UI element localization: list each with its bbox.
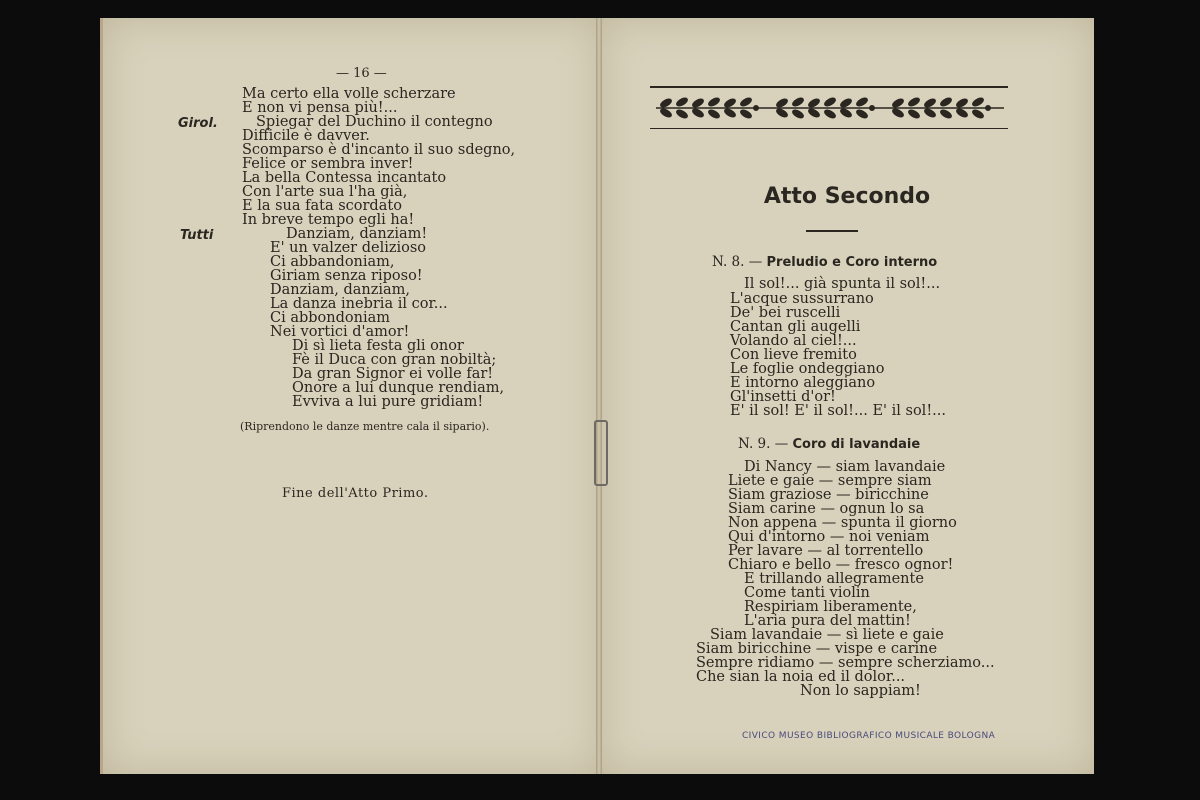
- verse-line: Onore a lui dunque rendiam,: [292, 380, 505, 396]
- verse-line: E intorno aleggiano: [730, 375, 876, 391]
- verse-line: E la sua fata scordato: [242, 198, 402, 214]
- verse-line: Le foglie ondeggiano: [730, 361, 885, 377]
- verse-line: Nei vortici d'amor!: [270, 324, 410, 340]
- verse-line: Volando al ciel!...: [730, 333, 857, 349]
- staple: [594, 420, 608, 486]
- library-stamp: CIVICO MUSEO BIBLIOGRAFICO MUSICALE BOLOGNA: [742, 731, 996, 741]
- verse-line: E non vi pensa più!...: [242, 100, 398, 116]
- verse-line: Da gran Signor ei volle far!: [292, 366, 494, 382]
- verse-line: Qui d'intorno — noi veniam: [728, 529, 930, 545]
- verse-line: Danziam, danziam!: [286, 226, 428, 242]
- verse-line: Siam carine — ognun lo sa: [728, 501, 925, 517]
- verse-line: Come tanti violin: [744, 585, 870, 601]
- number-9-heading: [738, 436, 920, 452]
- bottom-rule: [650, 128, 1008, 129]
- verse-line: Giriam senza riposo!: [270, 268, 423, 284]
- verse-line: Siam biricchine — vispe e carine: [696, 641, 938, 657]
- number-8-label: N. 8. —: [712, 254, 763, 270]
- verse-line: Fè il Duca con gran nobiltà;: [292, 352, 497, 368]
- verse-line: Difficile è davver.: [242, 128, 370, 144]
- verse-line: Non lo sappiam!: [800, 683, 921, 699]
- speaker-girol: Girol.: [178, 116, 218, 131]
- verse-line: Con l'arte sua l'ha già,: [242, 184, 408, 200]
- verse-line: Ma certo ella volle scherzare: [242, 86, 456, 102]
- leaf-ornament: [652, 94, 1008, 122]
- verse-line: Evviva a lui pure gridiam!: [292, 394, 484, 410]
- verse-line: Siam lavandaie — sì liete e gaie: [710, 627, 944, 643]
- verse-line: E' il sol! E' il sol!... E' il sol!...: [730, 403, 946, 419]
- verse-line: Di Nancy — siam lavandaie: [744, 459, 946, 475]
- verse-line: Sempre ridiamo — sempre scherziamo...: [696, 655, 995, 671]
- verse-line: La bella Contessa incantato: [242, 170, 447, 186]
- verse-line: Chiaro e bello — fresco ognor!: [728, 557, 954, 573]
- verse-line: L'acque sussurrano: [730, 291, 874, 307]
- number-9-title: Coro di lavandaie: [792, 437, 921, 452]
- verse-line: Felice or sembra inver!: [242, 156, 414, 172]
- act-title-rule: [806, 230, 858, 232]
- verse-line: E trillando allegramente: [744, 571, 924, 587]
- verse-line: De' bei ruscelli: [730, 305, 841, 321]
- verse-line: Gl'insetti d'or!: [730, 389, 836, 405]
- verse-line: In breve tempo egli ha!: [242, 212, 415, 228]
- book-gutter: [596, 18, 602, 774]
- number-8-title: Preludio e Coro interno: [766, 255, 938, 270]
- verse-line: Che sian la noia ed il dolor...: [696, 669, 906, 685]
- verse-line: Ci abbondoniam: [270, 310, 391, 326]
- verse-line: Scomparso è d'incanto il suo sdegno,: [242, 142, 516, 158]
- speaker-tutti: Tutti: [180, 228, 214, 243]
- verse-line: Per lavare — al torrentello: [728, 543, 924, 559]
- verse-line: E' un valzer delizioso: [270, 240, 427, 256]
- page-number: — 16 —: [336, 66, 387, 81]
- verse-line: Di sì lieta festa gli onor: [292, 338, 464, 354]
- verse-line: Siam graziose — biricchine: [728, 487, 929, 503]
- act-title: Atto Secondo: [763, 184, 931, 209]
- stage-direction: (Riprendono le danze mentre cala il sipario).: [240, 420, 490, 433]
- verse-line: L'aria pura del mattin!: [744, 613, 911, 629]
- verse-line: Liete e gaie — sempre siam: [728, 473, 932, 489]
- verse-line: Ci abbandoniam,: [270, 254, 395, 270]
- verse-line: La danza inebria il cor...: [270, 296, 448, 312]
- verse-line: Cantan gli augelli: [730, 319, 861, 335]
- verse-line: Respiriam liberamente,: [744, 599, 917, 615]
- verse-line: Danziam, danziam,: [270, 282, 411, 298]
- top-rule: [650, 86, 1008, 88]
- verse-line: Il sol!... già spunta il sol!...: [744, 276, 941, 292]
- number-9-label: N. 9. —: [738, 436, 789, 452]
- verse-line: Con lieve fremito: [730, 347, 857, 363]
- verse-line: Non appena — spunta il giorno: [728, 515, 957, 531]
- number-8-heading: [712, 254, 937, 270]
- verse-line: Spiegar del Duchino il contegno: [256, 114, 493, 130]
- end-of-act: Fine dell'Atto Primo.: [282, 486, 429, 501]
